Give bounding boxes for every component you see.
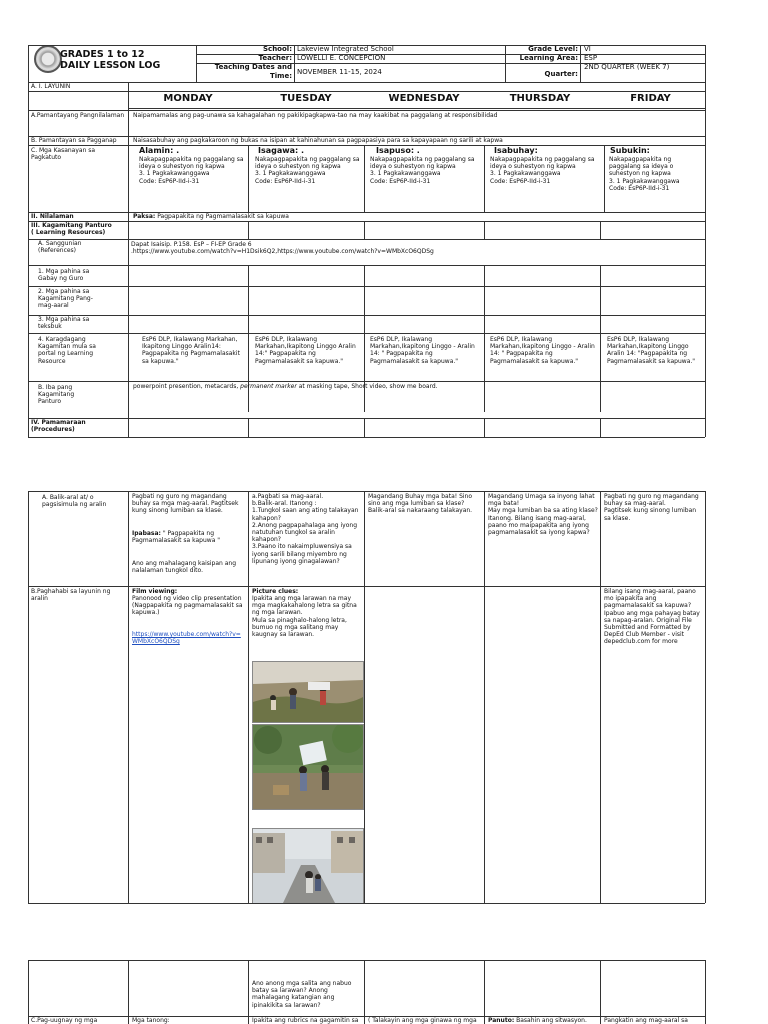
page3-tue2: Ipakita ang rubrics na gagamitin sa — [252, 1017, 359, 1024]
day-thursday: THURSDAY — [509, 93, 571, 104]
karagdagang-tue: EsP6 DLP, Ikalawang Markahan,Ikapitong Linggo Aralin 14:" Pagpapakita ng Pagmamalasakit sa kapuwa." — [255, 336, 356, 365]
day-tuesday: TUESDAY — [280, 93, 332, 104]
section-layunin: A. I. LAYUNIN — [31, 83, 71, 90]
paghahabi-label: B.Paghahabi sa layunin ng aralin — [31, 588, 111, 603]
kagamitan-label: III. Kagamitang Panturo ( Learning Resources) — [31, 222, 112, 237]
teacher-value: LOWELLI E. CONCEPCION — [297, 54, 386, 62]
paghahabi-mon-body: Panonood ng video clip presentation (Nagpapakita ng pagmamalasakit sa kapuwa.) — [132, 595, 243, 617]
paghahabi-tue-title: Picture clues: — [252, 588, 299, 595]
kasanayan-fri-title: Subukin: — [610, 146, 650, 155]
karagdagang-mon: EsP6 DLP, Ikalawang Markahan, Ikapitong Linggo Aralin14: Pagpapakita ng Pagmamalasakit sa kapuwa." — [142, 336, 240, 365]
paghahabi-video-link[interactable]: https://www.youtube.com/watch?v=WMbXcO6QDSg — [132, 631, 241, 646]
balik-wed: Magandang Buhay mga bata! Sino sino ang mga lumiban sa klase? Balik-aral sa nakaraang talakayan. — [368, 493, 473, 515]
kasanayan-thu-title: Isabuhay: — [494, 146, 538, 155]
balik-mon-b: Ipabasa: " Pagpapakita ng Pagmamalasakit sa kapuwa " — [132, 530, 221, 545]
pamantayang-pangnilalaman-text: Naipamamalas ang pag-unawa sa kahagalahan ng pakikipagkapwa-tao na may kaakibat na paggalang at responsibilidad — [133, 112, 498, 119]
pamantayan-pagganap-text: Naisasabuhay ang pagkakaroon ng bukas na isipan at kahinahunan sa pagpapasiya para sa kapayapaan ng sarili at kapwa — [133, 137, 503, 144]
quarter-label: Quarter: — [544, 70, 578, 78]
teacher-label: Teacher: — [258, 54, 292, 62]
grade-value: VI — [584, 45, 591, 53]
sanggunian-text: Dapat Isaisip. P.158. EsP – FI-EP Grade 6 .https://www.youtube.com/watch?v=H1Dsik6Q2,https://www.youtube.com/watch?v=WMbXcO6QDSg — [131, 241, 434, 256]
kasanayan-mon-title: Alamin: . — [139, 146, 180, 155]
kasanayan-tue-title: Isagawa: . — [258, 146, 305, 155]
grade-label: Grade Level: — [528, 45, 578, 53]
page3-fri: Pangkatin ang mag-aaral sa — [604, 1017, 688, 1024]
deped-seal-logo — [34, 45, 62, 73]
day-monday: MONDAY — [163, 93, 213, 104]
iba-pang-label: B. Iba pang Kagamitang Panturo — [38, 384, 75, 406]
paghahabi-fri: Bilang isang mag-aaral, paano mo ipapakita ang pagmamalasakit sa kapuwa? Ipabuo ang mga pahayag batay sa napag-aralan. Original File Submitted and Formatted by DepEd Club Member - visit depedclub.com for more — [604, 588, 700, 646]
page3-mon: Mga tanong: — [132, 1017, 170, 1024]
kasanayan-tue-body: Nakapagpapakita ng paggalang sa ideya o suhestyon ng kapwa 3. 1 Pagkakawanggawa Code: EsP6P-IId-i-31 — [255, 156, 360, 185]
paghahabi-tue-body: Ipakita ang mga larawan na may mga magkakahalong letra sa gitna ng mga larawan. Mula sa pinaghalo-halong letra, bumuo ng mga salitang may kaugnay sa larawan. — [252, 595, 357, 639]
nilalaman-text: Paksa: Pagpapakita ng Pagmamalasakit sa kapuwa — [133, 213, 289, 220]
balik-thu: Magandang Umaga sa inyong lahat mga bata! May mga lumiban ba sa ating klase? Itanong. Bilang isang mag-aaral, paano mo maipapakita ang iyong pagmamalasakit sa iyong kapwa? — [488, 493, 598, 537]
picture-clue-photo-1 — [252, 661, 364, 723]
balik-aral-label: A. Balik-aral at/ o pagsisimula ng aralin — [42, 494, 107, 509]
quarter-value: 2ND QUARTER (WEEK 7) — [584, 63, 670, 71]
karagdagang-label: 4. Karagdagang Kagamitan mula sa portal ng Learning Resource — [38, 336, 96, 365]
dates-label: Teaching Dates and Time: — [214, 63, 292, 80]
header-line2: DAILY LESSON LOG — [60, 60, 161, 71]
school-label: School: — [263, 45, 292, 53]
picture-clue-photo-2 — [252, 724, 364, 810]
day-wednesday: WEDNESDAY — [388, 93, 460, 104]
balik-mon-a: Pagbati ng guro ng magandang buhay sa mga mag-aaral. Pagtitsek kung sinong lumiban sa klase. — [132, 493, 239, 515]
kasanayan-thu-body: Nakapagpapakita ng paggalang sa ideya o suhestyon ng kapwa 3. 1 Pagkakawanggawa Code: EsP6P-IId-i-31 — [490, 156, 595, 185]
kasanayan-label: C. Mga Kasanayan sa Pagkatuto — [31, 147, 96, 162]
karagdagang-fri: EsP6 DLP, Ikalawang Markahan,Ikapitong Linggo Aralin 14: "Pagpapakita ng Pagmamalasakit sa kapuwa." — [607, 336, 696, 365]
pamamaraan-label: IV. Pamamaraan (Procedures) — [31, 419, 86, 434]
kasanayan-fri-body: Nakapagpapakita ng paggalang sa ideya o suhestyon ng kapwa 3. 1 Pagkakawanggawa Code: EsP6P-IId-i-31 — [609, 156, 680, 192]
balik-tue: a.Pagbati sa mag-aaral. b.Balik-aral. Itanong : 1.Tungkol saan ang ating talakayan kahapon? 2.Anong pagpapahalaga ang iyong natutuhan tungkol sa aralin kahapon? 3.Paano ito nakaimpluwensiya sa iyong sarili bilang miyembro ng lipunang iyong ginagalawan? — [252, 493, 359, 565]
balik-mon-c: Ano ang mahalagang kaisipan ang nalalaman tungkol dito. — [132, 560, 237, 575]
kagamitang-pang-label: 2. Mga pahina sa Kagamitang Pang- mag-aaral — [38, 288, 93, 310]
pamantayan-pagganap-label: B. Pamantayan sa Pagganap — [31, 137, 117, 144]
karagdagang-wed: EsP6 DLP, Ikalawang Markahan,Ikapitong Linggo - Aralin 14: " Pagpapakita ng Pagmamalasakit sa kapuwa." — [370, 336, 475, 365]
area-label: Learning Area: — [519, 54, 578, 62]
dates-value: NOVEMBER 11-15, 2024 — [297, 68, 382, 76]
balik-fri: Pagbati ng guro ng magandang buhay sa mag-aaral. Pagtitsek kung sinong lumiban sa klase. — [604, 493, 699, 522]
day-friday: FRIDAY — [630, 93, 671, 104]
picture-clue-photo-3 — [252, 828, 364, 904]
pamantayang-pangnilalaman-label: A.Pamantayang Pangnilalaman — [31, 112, 125, 119]
header-line1: GRADES 1 to 12 — [60, 49, 145, 60]
school-value: Lakeview Integrated School — [297, 45, 394, 53]
sanggunian-label: A. Sanggunian (References) — [38, 240, 82, 255]
area-value: ESP — [584, 54, 598, 62]
gabay-label: 1. Mga pahina sa Gabay ng Guro — [38, 268, 90, 283]
nilalaman-label: II. Nilalaman — [31, 213, 74, 220]
pag-uugnay-label: C.Pag-uugnay ng mga — [31, 1017, 98, 1024]
iba-pang-text: powerpoint presention, metacards, permanent marker at masking tape, Short video, show me board. — [133, 383, 438, 390]
page3-wed: ( Talakayin ang mga ginawa ng mga — [368, 1017, 477, 1024]
page3-tue-questions: Ano anong mga salita ang nabuo batay sa larawan? Anong mahalagang katangian ang ipinakikita sa larawan? — [252, 980, 352, 1009]
kasanayan-wed-body: Nakapagpapakita ng paggalang sa ideya o suhestyon ng kapwa 3. 1 Pagkakawanggawa Code: EsP6P-IId-i-31 — [370, 156, 475, 185]
karagdagang-thu: EsP6 DLP, Ikalawang Markahan,Ikapitong Linggo - Aralin 14: " Pagpapakita ng Pagmamalasakit sa kapuwa." — [490, 336, 595, 365]
page3-thu: Panuto: Basahin ang sitwasyon. — [488, 1017, 587, 1024]
kasanayan-mon-body: Nakapagpapakita ng paggalang sa ideya o suhestyon ng kapwa 3. 1 Pagkakawanggawa Code: EsP6P-IId-i-31 — [139, 156, 244, 185]
teksbuk-label: 3. Mga pahina sa teksbuk — [38, 316, 90, 331]
kasanayan-wed-title: Isapuso: . — [376, 146, 420, 155]
paghahabi-mon-title: Film viewing: — [132, 588, 178, 595]
